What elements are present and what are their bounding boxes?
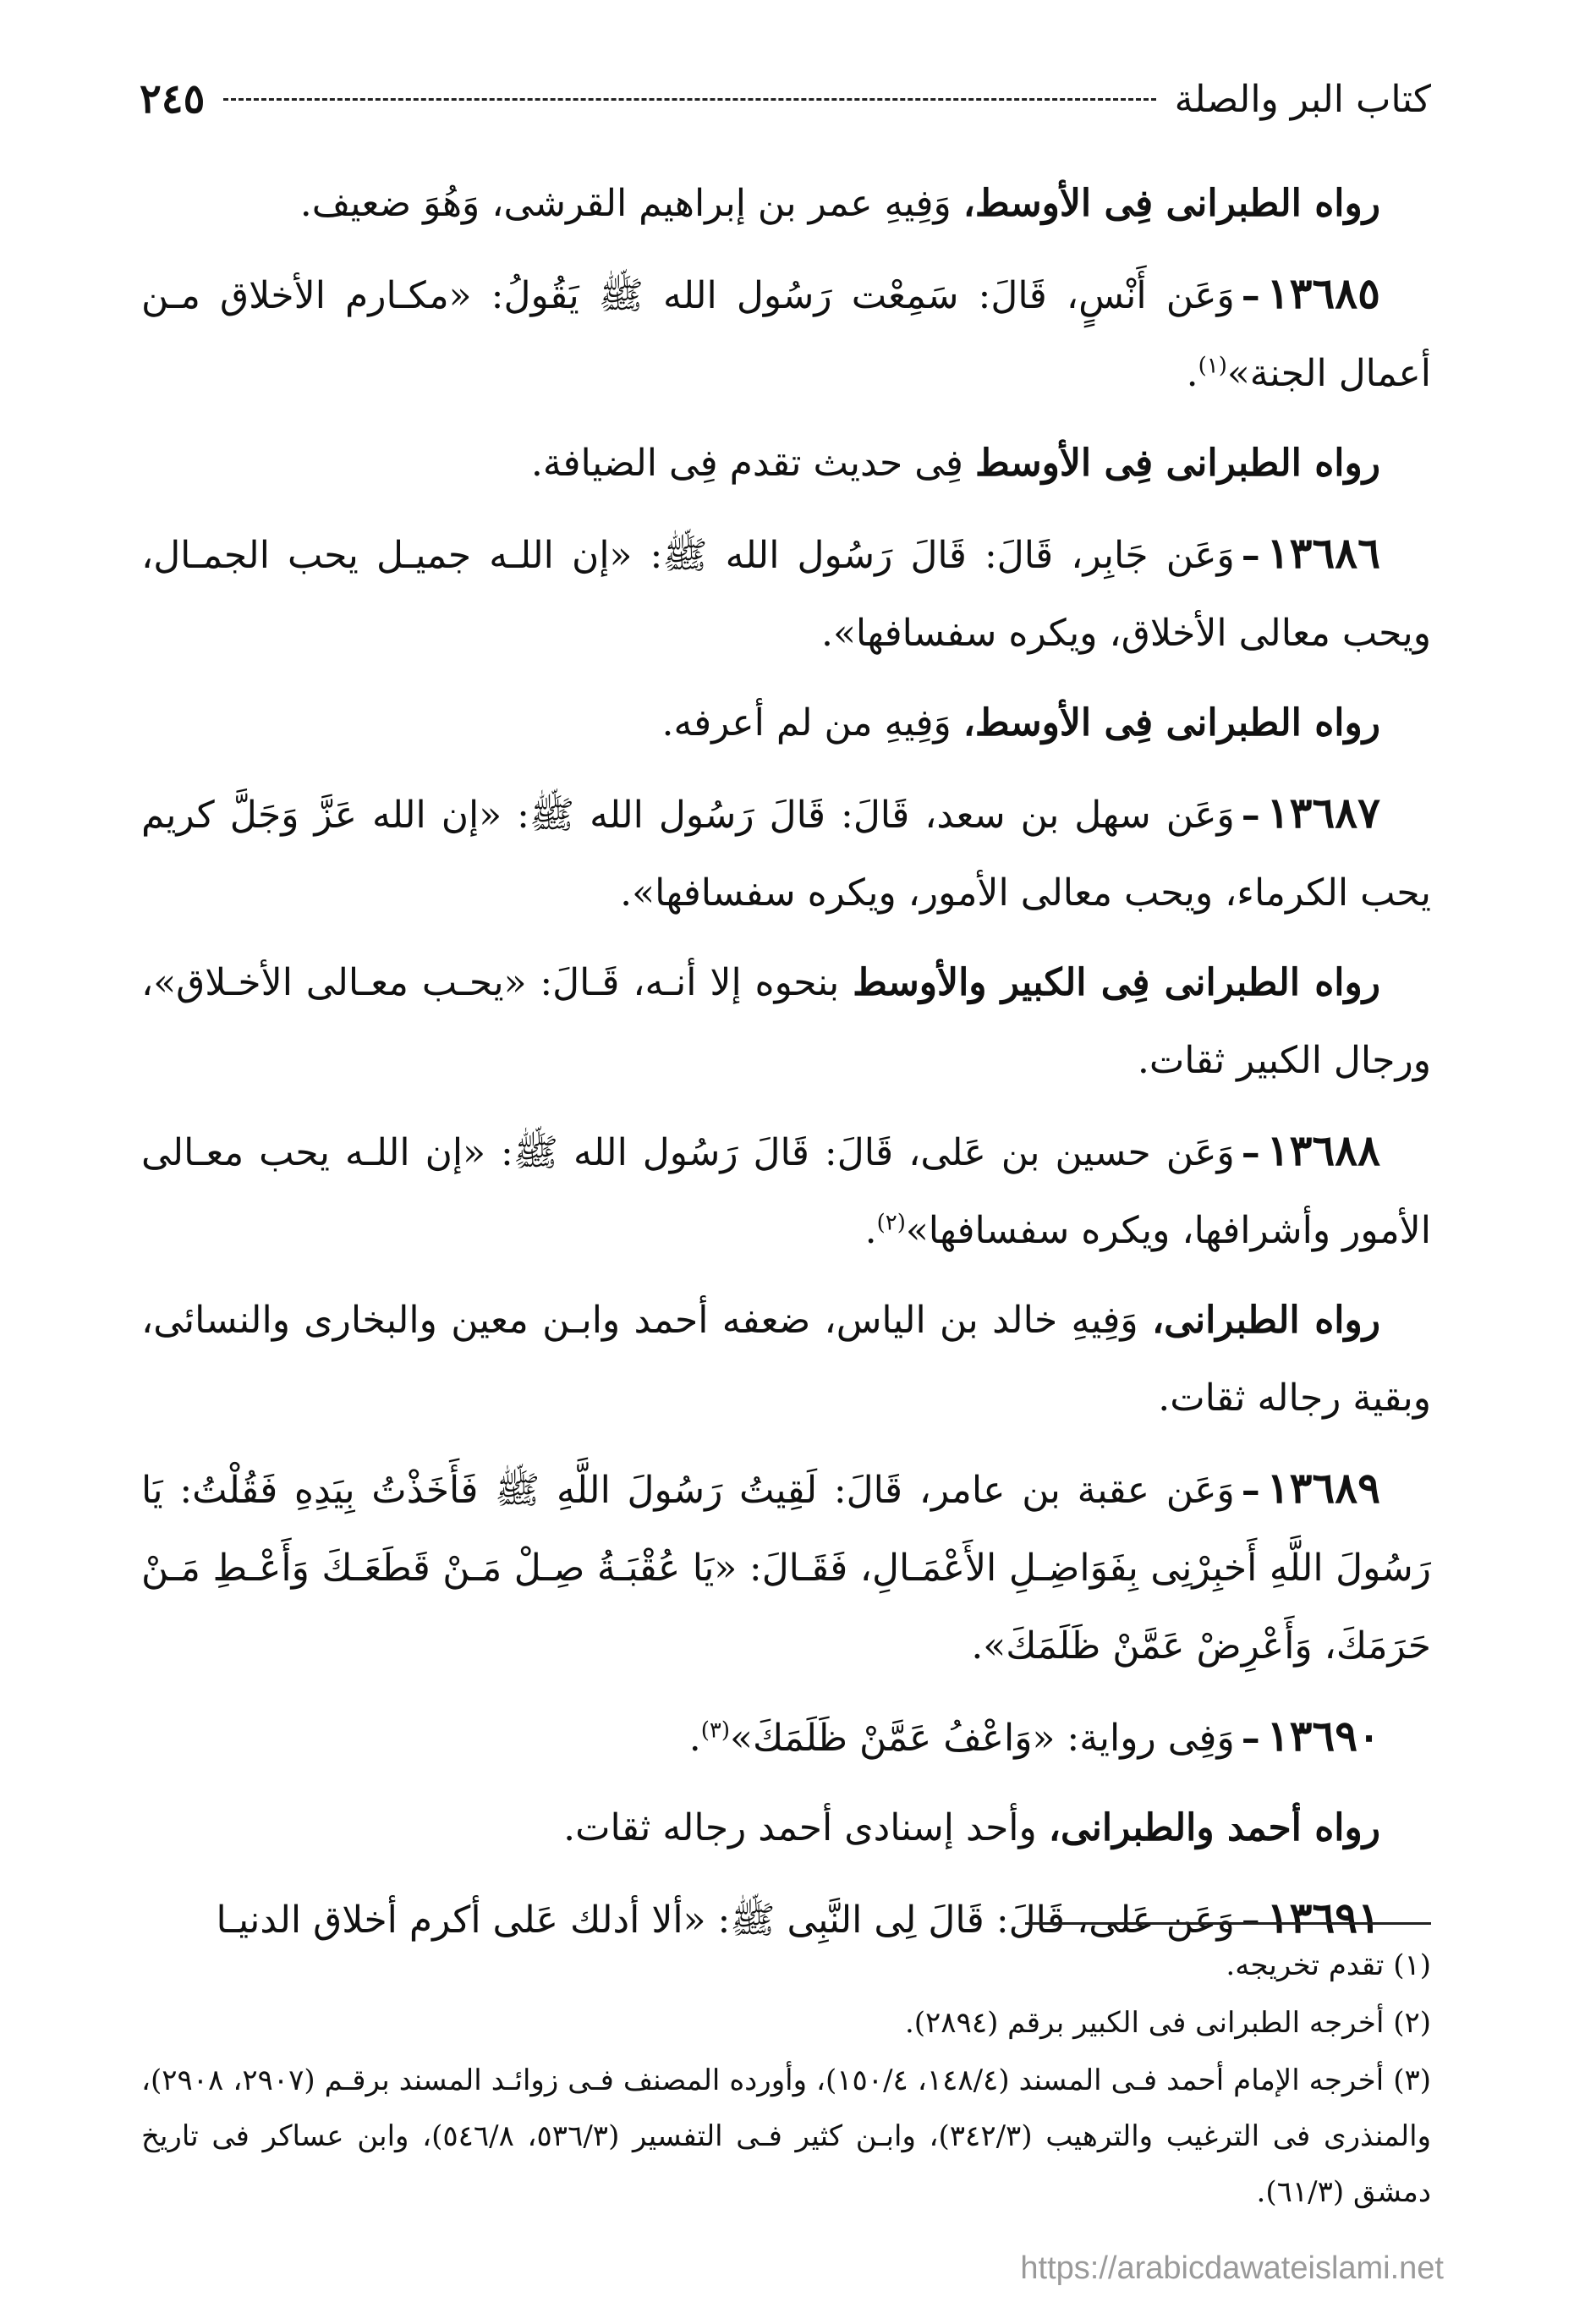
- hadith-text: وَعَن عقبة بن عامر، قَالَ: لَقِيتُ رَسُولَ اللَّهِ ﷺ فَأَخَذْتُ بِيَدِهِ فَقُلْتُ: يَا رَسُولَ اللَّهِ أَخبِرْنِى بِفَوَاضِـلِ الأَعْمَـالِ، فَقَـالَ: «يَا عُقْبَـةُ صِـلْ مَـنْ قَطَعَـكَ وَأَعْـطِ مَـنْ حَرَمَكَ، وَأَعْرِضْ عَمَّنْ ظَلَمَكَ».: [141, 1469, 1431, 1668]
- note-text: وَفِيهِ عمر بن إبراهيم القرشى، وَهُوَ ضعيف.: [299, 182, 963, 225]
- hadith-text: وَفِى رواية: «وَاعْفُ عَمَّنْ ظَلَمَكَ»: [730, 1717, 1235, 1760]
- hadith-end: .: [1186, 352, 1198, 395]
- note-text: بنحوه إلا أنـه، قَـالَ: «يحـب معـالى الأخـلاق»، ورجال الكبير ثقات.: [141, 961, 1431, 1082]
- source-ref: رواه الطبرانى فِى الأوسط،: [963, 701, 1380, 745]
- hadith-number: ١٣٦٨٦: [1266, 528, 1380, 578]
- footnote-text: أخرجه الطبرانى فى الكبير برقم (٢٨٩٤).: [904, 2006, 1385, 2040]
- hadith-paragraph: ١٣٦٨٥–وَعَن أَنْسٍ، قَالَ: سَمِعْت رَسُول الله ﷺ يَقُولُ: «مكـارم الأخلاق مـن أعمال الجنة»$^{(١)}$.: [141, 268, 1431, 395]
- narration-note: [141, 1789, 1431, 1867]
- note-text: وأحد إسنادى أحمد رجاله ثقات.: [563, 1806, 1049, 1849]
- hadith-text: وَعَن حسين بن عَلى، قَالَ: قَالَ رَسُول الله ﷺ: «إن اللـه يحب معـالى الأمور وأشرافها، ويكره سفسافها»: [141, 1131, 1431, 1252]
- hadith-text: وَعَن عَلى، قَالَ: قَالَ لِى النَّبِى ﷺ: «ألا أدلك عَلى أكرم أخلاق الدنيـا: [216, 1899, 1235, 1942]
- hadith-number: ١٣٦٩١: [1266, 1893, 1380, 1943]
- source-ref: رواه الطبرانى،: [1151, 1299, 1380, 1342]
- hadith-text: وَعَن جَابِر، قَالَ: قَالَ رَسُول الله ﷺ: «إن اللـه جميـل يحب الجمـال، ويحب معالى الأخلاق، ويكره سفسافها».: [141, 534, 1431, 655]
- hadith-number: ١٣٦٨٧: [1266, 788, 1380, 838]
- header-dashes: [223, 98, 1155, 101]
- hadith-number: ١٣٦٨٥: [1266, 268, 1380, 318]
- footnote-ref[interactable]: (٢): [876, 1210, 906, 1236]
- page-header: [140, 69, 1431, 129]
- narration-note: [141, 684, 1431, 762]
- hadith-text: وَعَن سهل بن سعد، قَالَ: قَالَ رَسُول الله ﷺ: «إن الله عَزَّ وَجَلَّ كريم يحب الكرماء، ويحب معالى الأمور، ويكره سفسافها».: [141, 794, 1431, 915]
- hadith-paragraph: ١٣٦٨٩–وَعَن عقبة بن عامر، قَالَ: لَقِيتُ رَسُولَ اللَّهِ ﷺ فَأَخَذْتُ بِيَدِهِ فَقُلْتُ: يَا رَسُولَ اللَّهِ أَخبِرْنِى بِفَوَاضِـلِ الأَعْمَـالِ، فَقَـالَ: «يَا عُقْبَـةُ صِـلْ مَـنْ قَطَعَـكَ وَأَعْـطِ مَـنْ حَرَمَكَ، وَأَعْرِضْ عَمَّنْ ظَلَمَكَ».: [141, 1463, 1431, 1668]
- hadith-paragraph: ١٣٦٩٠–وَفِى رواية: «وَاعْفُ عَمَّنْ ظَلَمَكَ»$^{(٣)}$.: [688, 1711, 1380, 1761]
- footnote-text: تقدم تخريجه.: [1226, 1948, 1385, 1982]
- note-text: وَفِيهِ من لم أعرفه.: [661, 701, 963, 745]
- footnote-item: [141, 2052, 1431, 2220]
- hadith-end: .: [864, 1209, 877, 1252]
- hadith-end: .: [688, 1717, 701, 1760]
- footnote-mark: (١): [1393, 1948, 1431, 1982]
- footnote-mark: (٣): [1393, 2063, 1431, 2097]
- hadith-paragraph: ١٣٦٨٨–وَعَن حسين بن عَلى، قَالَ: قَالَ رَسُول الله ﷺ: «إن اللـه يحب معـالى الأمور وأشرافها، ويكره سفسافها»$^{(٢)}$.: [141, 1125, 1431, 1252]
- hadith-number: ١٣٦٩٠: [1266, 1711, 1380, 1761]
- note-text: وَفِيهِ خالد بن الياس، ضعفه أحمد وابـن معين والبخارى والنسائى، وبقية رجاله ثقات.: [141, 1299, 1431, 1420]
- source-ref: رواه الطبرانى فِى الأوسط،: [963, 182, 1380, 225]
- footnote-item: [141, 1937, 1431, 1993]
- footnote-divider: [1025, 1922, 1431, 1925]
- page-number: ٢٤٥: [140, 75, 206, 123]
- narration-note: [141, 944, 1431, 1100]
- hadith-paragraph: ١٣٦٨٦–وَعَن جَابِر، قَالَ: قَالَ رَسُول الله ﷺ: «إن اللـه جميـل يحب الجمـال، ويحب معالى الأخلاق، ويكره سفسافها».: [141, 528, 1431, 655]
- source-ref: رواه الطبرانى فِى الكبير والأوسط: [853, 961, 1381, 1004]
- footnote-ref[interactable]: (٣): [700, 1717, 731, 1744]
- narration-note: [141, 165, 1431, 243]
- footnotes: [141, 1937, 1431, 2222]
- note-text: فِى حديث تقدم فِى الضيافة.: [530, 442, 975, 485]
- hadith-paragraph: ١٣٦٩١–وَعَن عَلى، قَالَ: قَالَ لِى النَّبِى ﷺ: «ألا أدلك عَلى أكرم أخلاق الدنيـا: [216, 1893, 1380, 1943]
- footnote-ref[interactable]: (١): [1198, 353, 1227, 379]
- hadith-text: وَعَن أَنْسٍ، قَالَ: سَمِعْت رَسُول الله ﷺ يَقُولُ: «مكـارم الأخلاق مـن أعمال الجنة»: [141, 274, 1431, 395]
- hadith-paragraph: ١٣٦٨٧–وَعَن سهل بن سعد، قَالَ: قَالَ رَسُول الله ﷺ: «إن الله عَزَّ وَجَلَّ كريم يحب الكرماء، ويحب معالى الأمور، ويكره سفسافها».: [141, 788, 1431, 915]
- hadith-number: ١٣٦٨٩: [1266, 1463, 1380, 1513]
- narration-note: [141, 1282, 1431, 1437]
- footnote-mark: (٢): [1393, 2006, 1431, 2040]
- watermark-url: https://arabicdawateislami.net: [1020, 2250, 1444, 2286]
- book-title: كتاب البر والصلة: [1174, 77, 1431, 121]
- narration-note: [141, 425, 1431, 503]
- source-ref: رواه أحمد والطبرانى،: [1048, 1806, 1380, 1849]
- source-ref: رواه الطبرانى فِى الأوسط: [974, 442, 1380, 485]
- footnote-text: أخرجه الإمام أحمد فـى المسند (١٤٨/٤، ١٥٠/٤)، وأورده المصنف فـى زوائـد المسند برقـم (٢٩٠٧، ٢٩٠٨)، والمنذرى فى الترغيب والترهيب (٣٤٢/٣)، وابـن كثير فـى التفسير (٥٣٦/٣، ٥٤٦/٨)، وابن عساكر فى تاريخ دمشق (٦١/٣).: [141, 2063, 1431, 2209]
- hadith-number: ١٣٦٨٨: [1266, 1125, 1380, 1175]
- footnote-item: [141, 1995, 1431, 2051]
- main-text: [141, 165, 1431, 1971]
